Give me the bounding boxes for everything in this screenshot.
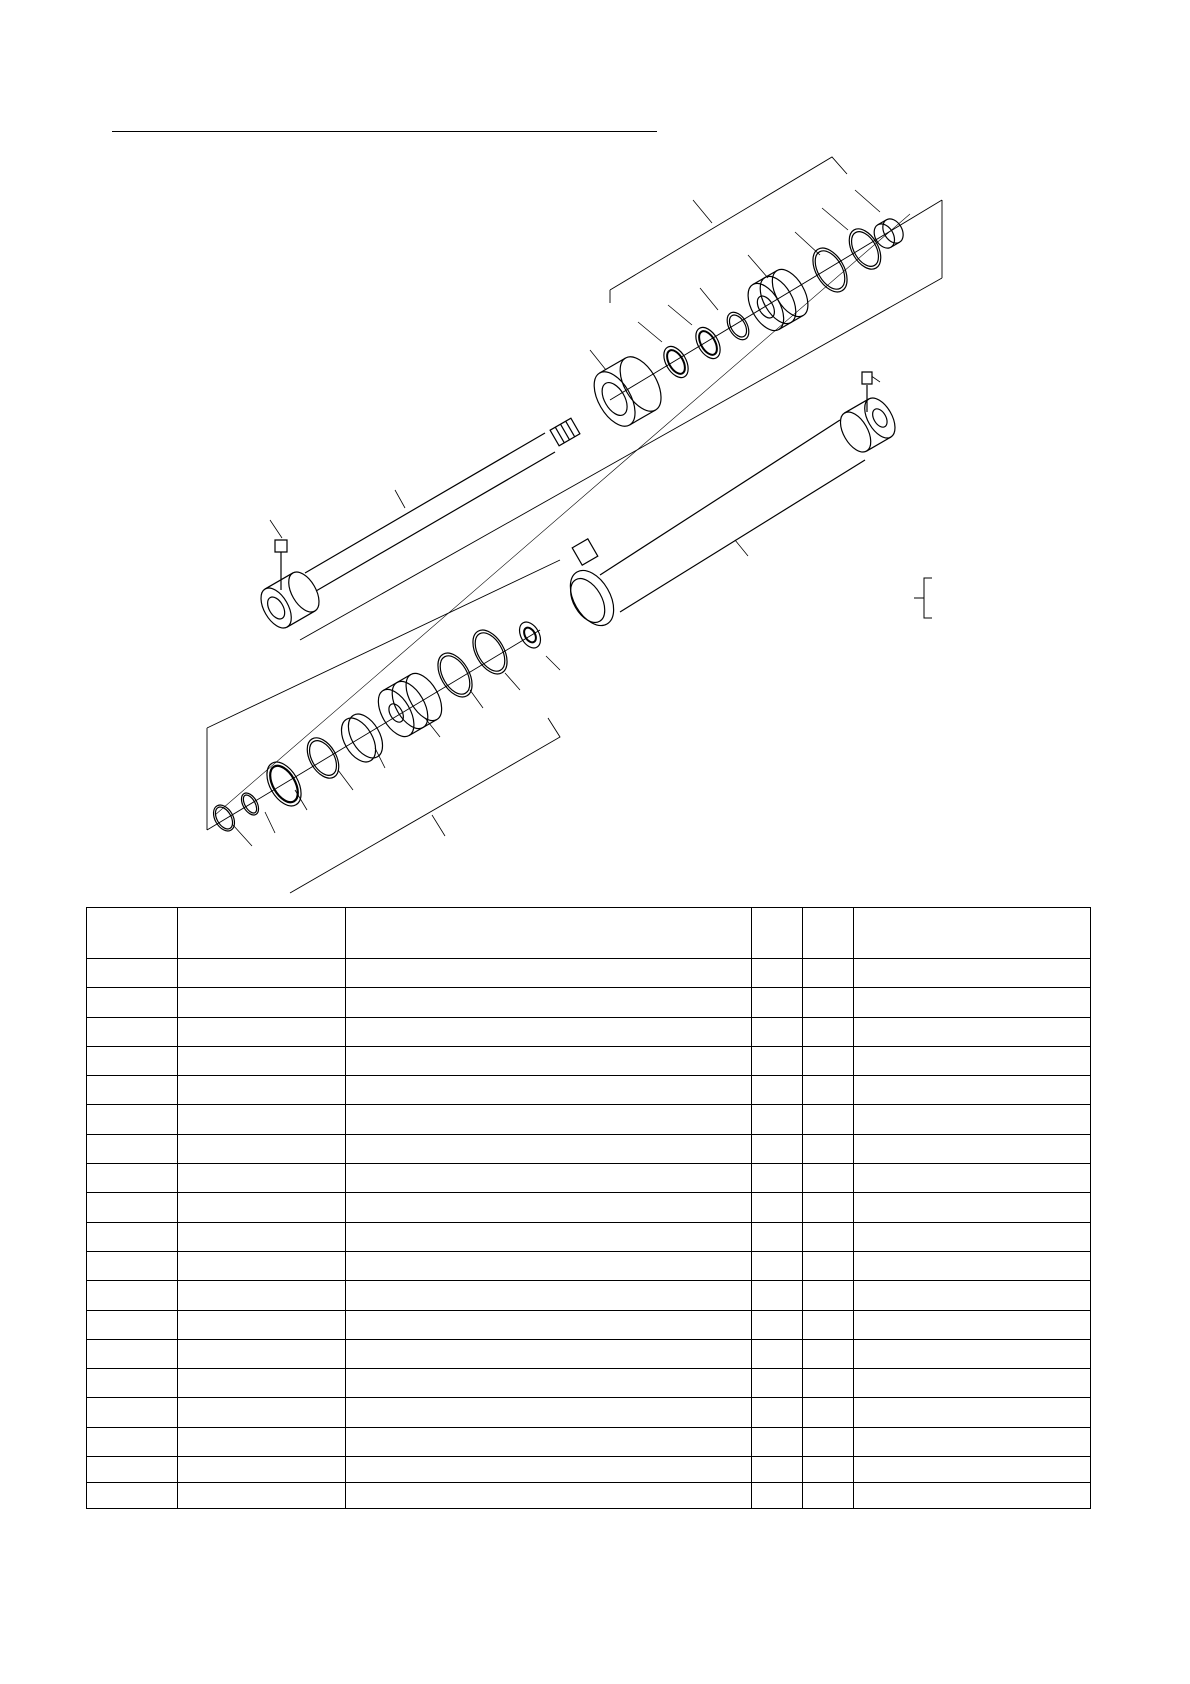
column-header [854, 908, 1091, 959]
table-cell [87, 1076, 178, 1105]
table-cell [346, 1076, 752, 1105]
assembly-axis [215, 214, 910, 815]
table-cell [752, 1164, 803, 1193]
table-cell [854, 1281, 1091, 1310]
table-cell [854, 1134, 1091, 1163]
table-row [87, 959, 1091, 988]
table-cell [346, 1193, 752, 1222]
table-cell [178, 1369, 346, 1398]
table-cell [87, 1164, 178, 1193]
table-cell [803, 1457, 854, 1483]
table-row [87, 988, 1091, 1017]
table-cell [752, 1310, 803, 1339]
piston-rod [255, 418, 580, 633]
table-cell [346, 1046, 752, 1075]
table-cell [87, 959, 178, 988]
column-header [752, 908, 803, 959]
table-cell [87, 1251, 178, 1280]
table-cell [803, 1483, 854, 1509]
table-cell [178, 1222, 346, 1251]
table-cell [752, 1369, 803, 1398]
table-cell [178, 1251, 346, 1280]
table-row [87, 1164, 1091, 1193]
table-cell [803, 1281, 854, 1310]
table-cell [854, 1339, 1091, 1368]
table-cell [178, 1017, 346, 1046]
table-cell [87, 1310, 178, 1339]
table-row [87, 1076, 1091, 1105]
table-cell [854, 1457, 1091, 1483]
table-cell [346, 1134, 752, 1163]
gland-kit-bracket [300, 157, 942, 640]
table-row [87, 1369, 1091, 1398]
table-cell [346, 1105, 752, 1134]
table-row [87, 1427, 1091, 1456]
table-cell [752, 1457, 803, 1483]
table-cell [854, 1193, 1091, 1222]
table-cell [803, 1310, 854, 1339]
leader-lines [233, 190, 880, 846]
table-cell [87, 988, 178, 1017]
table-cell [854, 1164, 1091, 1193]
side-bracket [924, 578, 932, 618]
table-cell [752, 1105, 803, 1134]
table-cell [854, 1222, 1091, 1251]
table-row [87, 1251, 1091, 1280]
table-row [87, 1017, 1091, 1046]
table-cell [178, 988, 346, 1017]
table-cell [87, 1134, 178, 1163]
table-cell [346, 1251, 752, 1280]
table-cell [854, 1017, 1091, 1046]
table-cell [178, 959, 346, 988]
table-cell [87, 1398, 178, 1427]
column-header [803, 908, 854, 959]
table-cell [87, 1017, 178, 1046]
table-cell [854, 988, 1091, 1017]
grease-fitting-barrel [862, 372, 872, 412]
table-row [87, 1193, 1091, 1222]
column-header [178, 908, 346, 959]
table-cell [178, 1398, 346, 1427]
table-cell [803, 1369, 854, 1398]
table-cell [752, 1222, 803, 1251]
table-cell [752, 1281, 803, 1310]
table-cell [803, 1017, 854, 1046]
table-cell [346, 1339, 752, 1368]
table-cell [803, 1046, 854, 1075]
table-cell [752, 1046, 803, 1075]
table-cell [178, 1483, 346, 1509]
table-cell [87, 1483, 178, 1509]
table-row [87, 1310, 1091, 1339]
table-cell [346, 1398, 752, 1427]
table-cell [178, 1310, 346, 1339]
table-cell [803, 1105, 854, 1134]
table-row [87, 1281, 1091, 1310]
table-cell [752, 1193, 803, 1222]
table-cell [87, 1427, 178, 1456]
table-cell [178, 1339, 346, 1368]
table-cell [752, 1134, 803, 1163]
table-cell [803, 988, 854, 1017]
table-cell [803, 1164, 854, 1193]
table-row [87, 1222, 1091, 1251]
table-cell [752, 1427, 803, 1456]
table-cell [803, 1339, 854, 1368]
table-cell [752, 1398, 803, 1427]
table-cell [87, 1369, 178, 1398]
table-cell [854, 1251, 1091, 1280]
table-cell [178, 1427, 346, 1456]
table-row [87, 1339, 1091, 1368]
table-cell [854, 959, 1091, 988]
table-row [87, 1046, 1091, 1075]
table-cell [346, 1017, 752, 1046]
table-cell [178, 1164, 346, 1193]
table-cell [803, 1427, 854, 1456]
table-cell [178, 1193, 346, 1222]
table-cell [854, 1076, 1091, 1105]
table-cell [803, 1251, 854, 1280]
table-row [87, 1398, 1091, 1427]
table-cell [346, 1222, 752, 1251]
table-cell [752, 988, 803, 1017]
table-cell [803, 959, 854, 988]
table-cell [803, 1134, 854, 1163]
table-cell [752, 1483, 803, 1509]
table-cell [178, 1134, 346, 1163]
table-cell [752, 1339, 803, 1368]
table-row [87, 1105, 1091, 1134]
table-cell [854, 1046, 1091, 1075]
table-cell [752, 959, 803, 988]
table-cell [346, 1483, 752, 1509]
column-header [87, 908, 178, 959]
column-header [346, 908, 752, 959]
table-cell [87, 1105, 178, 1134]
parts-table-body [87, 959, 1091, 1509]
table-cell [346, 1427, 752, 1456]
table-cell [87, 1339, 178, 1368]
table-cell [803, 1398, 854, 1427]
table-cell [87, 1046, 178, 1075]
piston-kit-bracket [207, 560, 560, 893]
parts-table [86, 907, 1091, 1509]
table-cell [346, 959, 752, 988]
table-cell [87, 1281, 178, 1310]
gland-kit-parts [586, 215, 908, 433]
table-cell [346, 1281, 752, 1310]
table-cell [752, 1251, 803, 1280]
piston-kit-parts [209, 618, 545, 834]
table-cell [854, 1398, 1091, 1427]
table-cell [854, 1369, 1091, 1398]
table-row [87, 1457, 1091, 1483]
table-cell [178, 1105, 346, 1134]
table-row [87, 1483, 1091, 1509]
table-cell [803, 1222, 854, 1251]
table-cell [803, 1193, 854, 1222]
table-cell [178, 1281, 346, 1310]
table-cell [346, 1457, 752, 1483]
table-cell [346, 988, 752, 1017]
table-cell [178, 1076, 346, 1105]
table-cell [87, 1222, 178, 1251]
table-cell [178, 1046, 346, 1075]
table-row [87, 1134, 1091, 1163]
table-cell [854, 1105, 1091, 1134]
table-cell [346, 1310, 752, 1339]
table-cell [854, 1427, 1091, 1456]
table-cell [87, 1457, 178, 1483]
table-cell [752, 1017, 803, 1046]
table-cell [854, 1310, 1091, 1339]
table-cell [87, 1193, 178, 1222]
table-cell [752, 1076, 803, 1105]
table-cell [803, 1076, 854, 1105]
table-cell [346, 1164, 752, 1193]
table-header-row [87, 908, 1091, 959]
table-cell [346, 1369, 752, 1398]
table-cell [854, 1483, 1091, 1509]
table-cell [178, 1457, 346, 1483]
